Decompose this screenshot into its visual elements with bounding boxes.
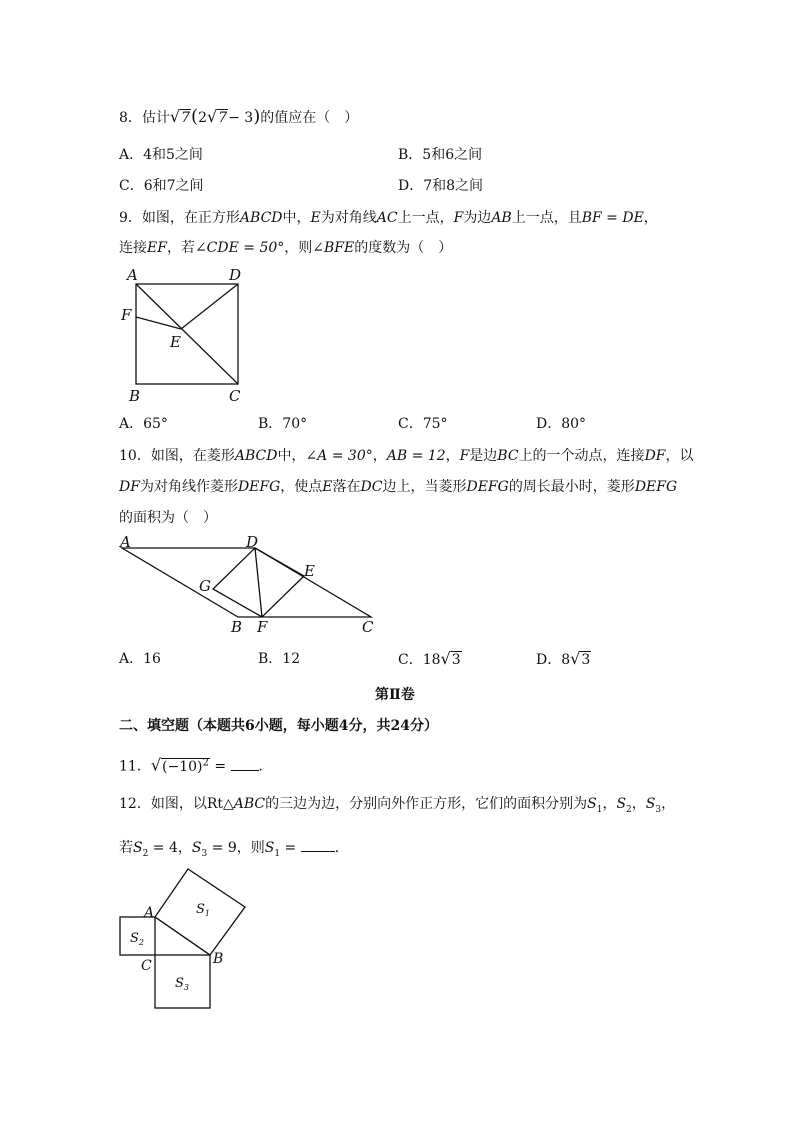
q9-diagonal: AC [376, 210, 398, 226]
q10-rhombus-defg: DEFG [237, 479, 281, 495]
q10-text: 为对角线作菱形 [139, 479, 238, 495]
q8-stem [119, 108, 358, 127]
q9-diagonal-ac [136, 284, 238, 384]
q10-label-e: E [304, 562, 315, 580]
q9-point-e: E [310, 210, 321, 226]
q12-text: 12．如图，以Rt△ [119, 796, 234, 812]
q11-stem [119, 754, 273, 776]
q10-side-dc: DC [360, 479, 383, 495]
q12-text: ， [177, 840, 192, 856]
q10-label-a: A [120, 533, 131, 551]
q12-label-s3 [175, 976, 189, 992]
q11-exponent: 2 [202, 757, 209, 768]
q9-equality: BF = DE [581, 210, 644, 226]
q10-option-c [398, 650, 462, 669]
q9-option-c: C．75° [398, 416, 448, 432]
q10-text: ， [372, 448, 387, 464]
q10-label-d: D [246, 533, 259, 551]
q9-label-a: A [127, 266, 138, 284]
q9-segment-ef: EF [147, 240, 167, 256]
q12-label-s1-sub: 1 [204, 909, 210, 918]
q10-rhombus-name: ABCD [234, 448, 278, 464]
section-title: 第Ⅱ卷 [375, 687, 415, 703]
q12-stem-line2 [119, 837, 349, 863]
q12-label-s2-letter: S [130, 931, 139, 946]
q10-angle-a: ∠A = 30° [305, 448, 373, 464]
q10-rhombus-defg: DEFG [466, 479, 509, 495]
q9-text: 上一点，且 [511, 210, 582, 226]
q12-text: ， [602, 796, 617, 812]
q10-option-c-coef: C．18 [398, 652, 441, 668]
q9-label-e: E [170, 333, 181, 351]
q9-point-f: F [453, 210, 464, 226]
q12-s3-sub: 3 [201, 848, 208, 859]
q12-label-s1 [196, 902, 210, 918]
q12-equals: = [280, 840, 301, 856]
q9-option-d: D．80° [536, 416, 587, 432]
q10-option-b: B．12 [258, 651, 301, 667]
sqrt-sign: √ [207, 107, 218, 126]
q8-option-c: C．6和7之间 [119, 178, 204, 194]
q10-text: 边上，当菱形 [382, 479, 467, 495]
q9-stem-line2 [119, 239, 452, 257]
q9-text: 9．如图，在正方形 [119, 210, 240, 226]
q12-s1: S [587, 796, 597, 812]
q10-text: 上的一个动点，连接 [518, 448, 645, 464]
q12-label-s2-sub: 2 [138, 938, 144, 947]
sqrt-sign: √ [150, 755, 162, 775]
sqrt-sign: √ [570, 649, 581, 668]
q12-s2-sub: 2 [626, 804, 632, 815]
q10-figure [112, 530, 384, 640]
sqrt-sign: √ [440, 649, 451, 668]
q12-text: 的三边为边，分别向外作正方形，它们的面积分别为 [265, 796, 588, 812]
q12-triangle-name: ABC [233, 796, 266, 812]
q11-radicand [161, 758, 210, 775]
q11-period: ． [258, 758, 273, 775]
q12-s2: S [133, 840, 143, 856]
q11-equals: = [209, 758, 231, 775]
q12-label-s2 [130, 931, 144, 947]
q9-option-b: B．70° [258, 416, 308, 432]
q8-option-a: A．4和5之间 [119, 147, 203, 163]
q9-option-a: A．65° [119, 416, 168, 432]
q8-radicand: 7 [181, 110, 191, 126]
q10-text: 的周长最小时，菱形 [508, 479, 635, 495]
q10-rhombus-defg: DEFG [634, 479, 678, 495]
q10-stem-line3: 的面积为（ ） [119, 510, 217, 526]
q9-text: 为边 [463, 210, 492, 226]
q10-option-d-radicand: 3 [581, 652, 591, 668]
q11-number: 11． [119, 758, 151, 775]
q10-text: ， [445, 448, 460, 464]
q9-text: 中， [282, 210, 311, 226]
q12-figure [112, 862, 252, 1012]
q10-text: 落在 [332, 479, 361, 495]
q10-segment-df: DF [119, 479, 140, 495]
sqrt-sign: √ [169, 107, 181, 126]
q9-segment-fe [136, 317, 181, 329]
q10-text: 中， [277, 448, 306, 464]
q9-segment-de [181, 284, 238, 329]
q10-text: ，以 [665, 448, 694, 464]
q10-point-e: E [322, 479, 333, 495]
q10-stem-line2 [119, 478, 677, 496]
q12-s3-sub: 3 [655, 804, 662, 815]
q12-period: ． [334, 840, 349, 856]
q10-label-g: G [199, 577, 211, 595]
q10-rhombus-abcd [122, 548, 371, 617]
q12-label-s1-letter: S [196, 902, 205, 917]
q9-text: ， [643, 210, 658, 226]
q11-answer-blank[interactable] [231, 756, 259, 771]
q9-text: 连接 [119, 240, 147, 256]
q12-text: ，则 [236, 840, 265, 856]
q12-s3: S [191, 840, 202, 856]
q12-label-a: A [144, 905, 155, 921]
q10-option-d [536, 650, 591, 669]
q12-label-s3-letter: S [175, 976, 184, 991]
q9-text: ，若 [166, 240, 195, 256]
q10-option-c-radicand: 3 [451, 652, 461, 668]
q10-segment-df: DF [644, 448, 666, 464]
q10-option-d-coef: D．8 [536, 652, 571, 668]
q10-side-bc: BC [497, 448, 519, 464]
q12-label-c: C [141, 958, 152, 974]
q10-segment-df [255, 548, 262, 617]
paren-open: ( [191, 106, 199, 127]
q12-s2-sub: 2 [142, 848, 149, 859]
q12-value-s2: = 4 [148, 840, 178, 856]
q9-square-name: ABCD [239, 210, 283, 226]
q9-angle-given: ∠CDE = 50° [194, 240, 285, 256]
q8-suffix: 的值应在（ ） [260, 110, 359, 126]
q10-label-f: F [257, 618, 268, 636]
q9-text: 的度数为（ ） [354, 240, 453, 256]
q9-side: AB [491, 210, 512, 226]
q12-value-s3: = 9 [207, 840, 237, 856]
q8-prefix: 估计 [141, 110, 170, 126]
q9-angle-ask: ∠BFE [312, 240, 355, 256]
q12-label-b: B [213, 951, 224, 967]
q12-text: ， [661, 796, 676, 812]
q8-option-d: D．7和8之间 [398, 178, 484, 194]
q9-label-d: D [229, 266, 242, 284]
q8-minus-three: − 3 [228, 110, 254, 126]
q12-text: ， [631, 796, 646, 812]
q12-answer-blank[interactable] [301, 837, 335, 852]
q9-text: ，则 [284, 240, 313, 256]
q11-inner: (−10) [162, 758, 203, 775]
section-heading: 二、填空题（本题共6小题，每小题4分，共24分） [119, 718, 438, 734]
q9-stem-line1 [119, 209, 658, 227]
q8-coef: 2 [198, 110, 207, 126]
q12-s2: S [616, 796, 627, 812]
q9-figure [112, 262, 262, 408]
q12-text: 若 [119, 840, 133, 856]
q10-label-b: B [231, 618, 243, 636]
q12-label-s3-sub: 3 [183, 983, 189, 992]
q9-label-c: C [229, 387, 241, 405]
q10-option-a: A．16 [119, 651, 161, 667]
q10-label-c: C [362, 618, 374, 636]
q12-s1-sub: 1 [596, 804, 603, 815]
q10-ab-length: AB = 12 [386, 448, 446, 464]
q12-hypotenuse-ab [155, 917, 210, 955]
q12-s1: S [264, 840, 275, 856]
q9-text: 上一点， [397, 210, 454, 226]
q8-number: 8． [119, 110, 142, 126]
q9-label-f: F [121, 306, 132, 324]
q9-text: 为对角线 [320, 210, 377, 226]
q10-text: 10．如图，在菱形 [119, 448, 235, 464]
q12-s1-sub: 1 [274, 848, 281, 859]
q9-label-b: B [129, 387, 141, 405]
q10-text: 是边 [469, 448, 498, 464]
q12-stem-line1 [119, 795, 675, 819]
q8-option-b: B．5和6之间 [398, 147, 483, 163]
q10-point-f: F [459, 448, 470, 464]
q10-stem-line1 [119, 447, 694, 465]
q10-text: ，使点 [280, 479, 323, 495]
paren-close: ) [253, 106, 261, 127]
q8-radicand-2: 7 [218, 110, 228, 126]
q12-s3: S [645, 796, 656, 812]
